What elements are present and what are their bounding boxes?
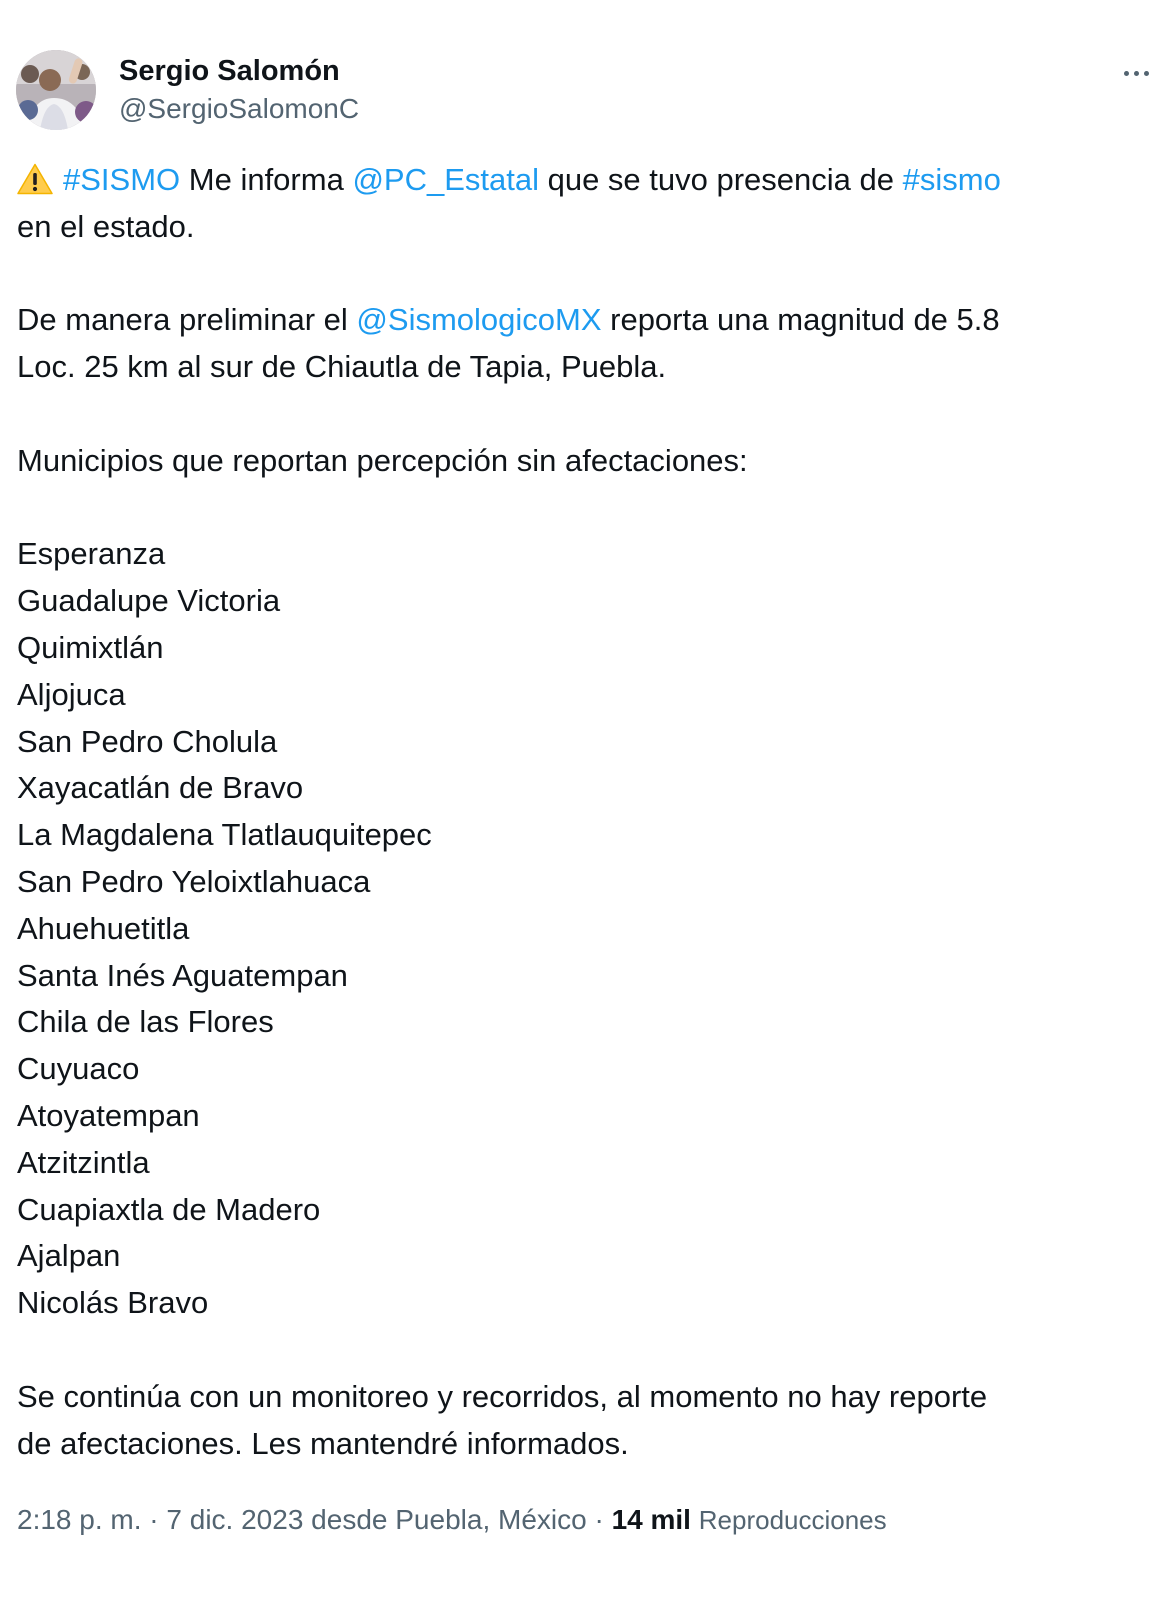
tweet-location: desde Puebla, México xyxy=(303,1504,587,1535)
tweet-line: Se continúa con un monitoreo y recorridos, al momento no hay reporte xyxy=(17,1378,988,1414)
municipio-item: Cuyuaco xyxy=(17,1051,140,1087)
more-dot xyxy=(1144,71,1149,76)
municipio-item: Cuapiaxtla de Madero xyxy=(17,1191,321,1227)
municipio-item: Aljojuca xyxy=(17,676,126,712)
author-names xyxy=(119,52,359,128)
intro-text-2: que se tuvo presencia de xyxy=(538,162,903,197)
municipio-item: Atoyatempan xyxy=(17,1097,200,1133)
municipios-heading: Municipios que reportan percepción sin afectaciones: xyxy=(17,442,748,478)
intro-text-1: Me informa xyxy=(180,162,353,197)
spacer xyxy=(17,391,1142,438)
municipio-item: Nicolás Bravo xyxy=(17,1285,209,1321)
hashtag-sismo-upper[interactable]: #SISMO xyxy=(63,162,181,197)
tweet-line xyxy=(17,157,1142,204)
spacer xyxy=(17,251,1142,298)
mention-sismologico[interactable]: @SismologicoMX xyxy=(356,302,602,338)
tweet-time[interactable]: 2:18 p. m. xyxy=(17,1504,142,1535)
municipio-item: Ajalpan xyxy=(17,1238,121,1274)
municipio-item: Xayacatlán de Bravo xyxy=(17,770,304,806)
municipios-list xyxy=(17,531,1142,1327)
views-label: Reproducciones xyxy=(698,1505,887,1535)
mention-pc-estatal[interactable]: @PC_Estatal xyxy=(352,162,539,197)
municipio-item: La Magdalena Tlatlauquitepec xyxy=(17,817,432,853)
municipio-item: Quimixtlán xyxy=(17,629,164,665)
separator: · xyxy=(586,1504,612,1535)
avatar[interactable] xyxy=(16,50,96,130)
tweet-line xyxy=(17,297,1142,344)
tweet-line: Loc. 25 km al sur de Chiautla de Tapia, Puebla. xyxy=(17,349,667,385)
tweet-footer xyxy=(17,1500,887,1540)
more-dot xyxy=(1134,71,1139,76)
magnitude-text-1: De manera preliminar el xyxy=(17,302,357,338)
municipio-item: Esperanza xyxy=(17,536,166,572)
municipio-item: San Pedro Cholula xyxy=(17,723,278,759)
municipio-item: Atzitzintla xyxy=(17,1144,150,1180)
municipio-item: Santa Inés Aguatempan xyxy=(17,957,348,993)
separator: · xyxy=(141,1504,167,1535)
tweet-date[interactable]: 7 dic. 2023 xyxy=(166,1504,304,1535)
tweet-header xyxy=(16,50,1156,130)
warning-icon xyxy=(17,162,53,194)
spacer xyxy=(17,485,1142,532)
author-display-name[interactable]: Sergio Salomón xyxy=(119,55,340,87)
municipio-item: Guadalupe Victoria xyxy=(17,583,281,619)
author-handle[interactable]: @SergioSalomonC xyxy=(119,93,360,124)
hashtag-sismo-lower[interactable]: #sismo xyxy=(902,162,1001,197)
more-dot xyxy=(1124,71,1129,76)
municipio-item: Ahuehuetitla xyxy=(17,910,190,946)
avatar-image xyxy=(16,50,96,130)
municipio-item: San Pedro Yeloixtlahuaca xyxy=(17,863,371,899)
tweet-line: en el estado. xyxy=(17,208,195,244)
spacer xyxy=(17,1327,1142,1374)
views-count: 14 mil xyxy=(611,1504,691,1535)
magnitude-text-2: reporta una magnitud de 5.8 xyxy=(601,302,1000,338)
more-options-icon[interactable] xyxy=(1116,58,1156,88)
municipio-item: Chila de las Flores xyxy=(17,1004,274,1040)
tweet-text xyxy=(17,157,1142,1467)
tweet-line: de afectaciones. Les mantendré informados. xyxy=(17,1425,629,1461)
